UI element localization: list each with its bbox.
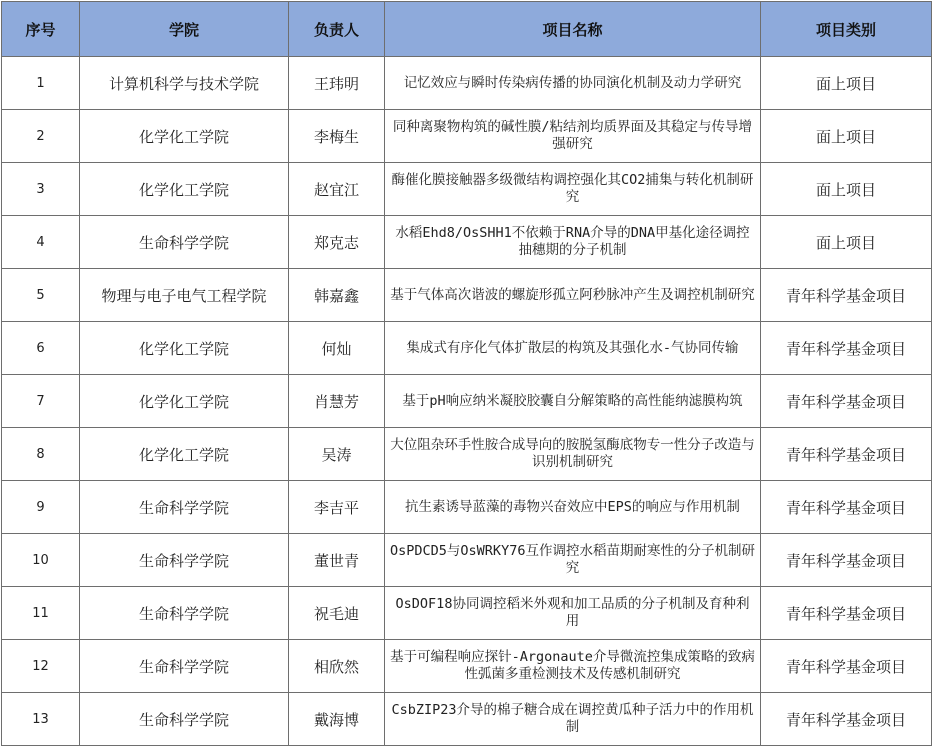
- cell-index: 12: [2, 640, 80, 693]
- cell-index: 10: [2, 534, 80, 587]
- cell-leader: 李梅生: [289, 110, 385, 163]
- cell-leader: 韩嘉鑫: [289, 269, 385, 322]
- cell-index: 6: [2, 322, 80, 375]
- cell-title: OsPDCD5与OsWRKY76互作调控水稻苗期耐寒性的分子机制研究: [385, 534, 761, 587]
- cell-leader: 吴涛: [289, 428, 385, 481]
- cell-college: 生命科学学院: [80, 534, 289, 587]
- table-row: [2, 375, 932, 428]
- header-leader: 负责人: [289, 2, 385, 57]
- cell-college: 化学化工学院: [80, 375, 289, 428]
- cell-title: 酶催化膜接触器多级微结构调控强化其CO2捕集与转化机制研究: [385, 163, 761, 216]
- cell-leader: 王玮明: [289, 57, 385, 110]
- table-row: [2, 110, 932, 163]
- cell-title: 集成式有序化气体扩散层的构筑及其强化水-气协同传输: [385, 322, 761, 375]
- cell-category: 青年科学基金项目: [761, 322, 932, 375]
- cell-college: 生命科学学院: [80, 587, 289, 640]
- cell-category: 青年科学基金项目: [761, 481, 932, 534]
- cell-college: 化学化工学院: [80, 428, 289, 481]
- cell-leader: 相欣然: [289, 640, 385, 693]
- cell-title: 记忆效应与瞬时传染病传播的协同演化机制及动力学研究: [385, 57, 761, 110]
- cell-category: 面上项目: [761, 216, 932, 269]
- cell-leader: 郑克志: [289, 216, 385, 269]
- cell-category: 青年科学基金项目: [761, 640, 932, 693]
- table-row: [2, 587, 932, 640]
- cell-title: CsbZIP23介导的棉子糖合成在调控黄瓜种子活力中的作用机制: [385, 693, 761, 746]
- cell-leader: 祝毛迪: [289, 587, 385, 640]
- cell-index: 9: [2, 481, 80, 534]
- cell-title: 基于气体高次谐波的螺旋形孤立阿秒脉冲产生及调控机制研究: [385, 269, 761, 322]
- cell-title: 基于可编程响应探针-Argonaute介导微流控集成策略的致病性弧菌多重检测技术及传感机制研究: [385, 640, 761, 693]
- header-index: 序号: [2, 2, 80, 57]
- table-row: [2, 216, 932, 269]
- cell-index: 1: [2, 57, 80, 110]
- cell-index: 13: [2, 693, 80, 746]
- table-row: [2, 322, 932, 375]
- header-row: [2, 2, 932, 57]
- cell-category: 面上项目: [761, 163, 932, 216]
- cell-category: 青年科学基金项目: [761, 693, 932, 746]
- cell-index: 5: [2, 269, 80, 322]
- header-college: 学院: [80, 2, 289, 57]
- table-row: [2, 693, 932, 746]
- cell-college: 计算机科学与技术学院: [80, 57, 289, 110]
- cell-college: 化学化工学院: [80, 163, 289, 216]
- table-row: [2, 534, 932, 587]
- cell-index: 11: [2, 587, 80, 640]
- header-category: 项目类别: [761, 2, 932, 57]
- cell-index: 3: [2, 163, 80, 216]
- cell-title: 大位阻杂环手性胺合成导向的胺脱氢酶底物专一性分子改造与识别机制研究: [385, 428, 761, 481]
- cell-college: 生命科学学院: [80, 693, 289, 746]
- cell-college: 生命科学学院: [80, 216, 289, 269]
- table-row: [2, 163, 932, 216]
- cell-leader: 赵宜江: [289, 163, 385, 216]
- cell-leader: 肖慧芳: [289, 375, 385, 428]
- cell-college: 化学化工学院: [80, 110, 289, 163]
- cell-college: 生命科学学院: [80, 481, 289, 534]
- table-row: [2, 269, 932, 322]
- cell-index: 8: [2, 428, 80, 481]
- table-row: [2, 428, 932, 481]
- cell-index: 7: [2, 375, 80, 428]
- cell-category: 青年科学基金项目: [761, 269, 932, 322]
- table-row: [2, 640, 932, 693]
- cell-category: 面上项目: [761, 57, 932, 110]
- cell-college: 化学化工学院: [80, 322, 289, 375]
- cell-title: 水稻Ehd8/OsSHH1不依赖于RNA介导的DNA甲基化途径调控抽穗期的分子机制: [385, 216, 761, 269]
- cell-leader: 李吉平: [289, 481, 385, 534]
- table-body: [2, 57, 932, 746]
- cell-category: 面上项目: [761, 110, 932, 163]
- cell-college: 物理与电子电气工程学院: [80, 269, 289, 322]
- cell-title: 抗生素诱导蓝藻的毒物兴奋效应中EPS的响应与作用机制: [385, 481, 761, 534]
- cell-index: 2: [2, 110, 80, 163]
- table-row: [2, 57, 932, 110]
- cell-title: 同种离聚物构筑的碱性膜/粘结剂均质界面及其稳定与传导增强研究: [385, 110, 761, 163]
- cell-title: OsDOF18协同调控稻米外观和加工品质的分子机制及育种利用: [385, 587, 761, 640]
- cell-category: 青年科学基金项目: [761, 428, 932, 481]
- cell-college: 生命科学学院: [80, 640, 289, 693]
- header-title: 项目名称: [385, 2, 761, 57]
- project-table: [1, 1, 932, 746]
- cell-leader: 何灿: [289, 322, 385, 375]
- cell-leader: 戴海博: [289, 693, 385, 746]
- cell-category: 青年科学基金项目: [761, 534, 932, 587]
- cell-category: 青年科学基金项目: [761, 587, 932, 640]
- cell-category: 青年科学基金项目: [761, 375, 932, 428]
- cell-title: 基于pH响应纳米凝胶胶囊自分解策略的高性能纳滤膜构筑: [385, 375, 761, 428]
- cell-index: 4: [2, 216, 80, 269]
- table-row: [2, 481, 932, 534]
- cell-leader: 董世青: [289, 534, 385, 587]
